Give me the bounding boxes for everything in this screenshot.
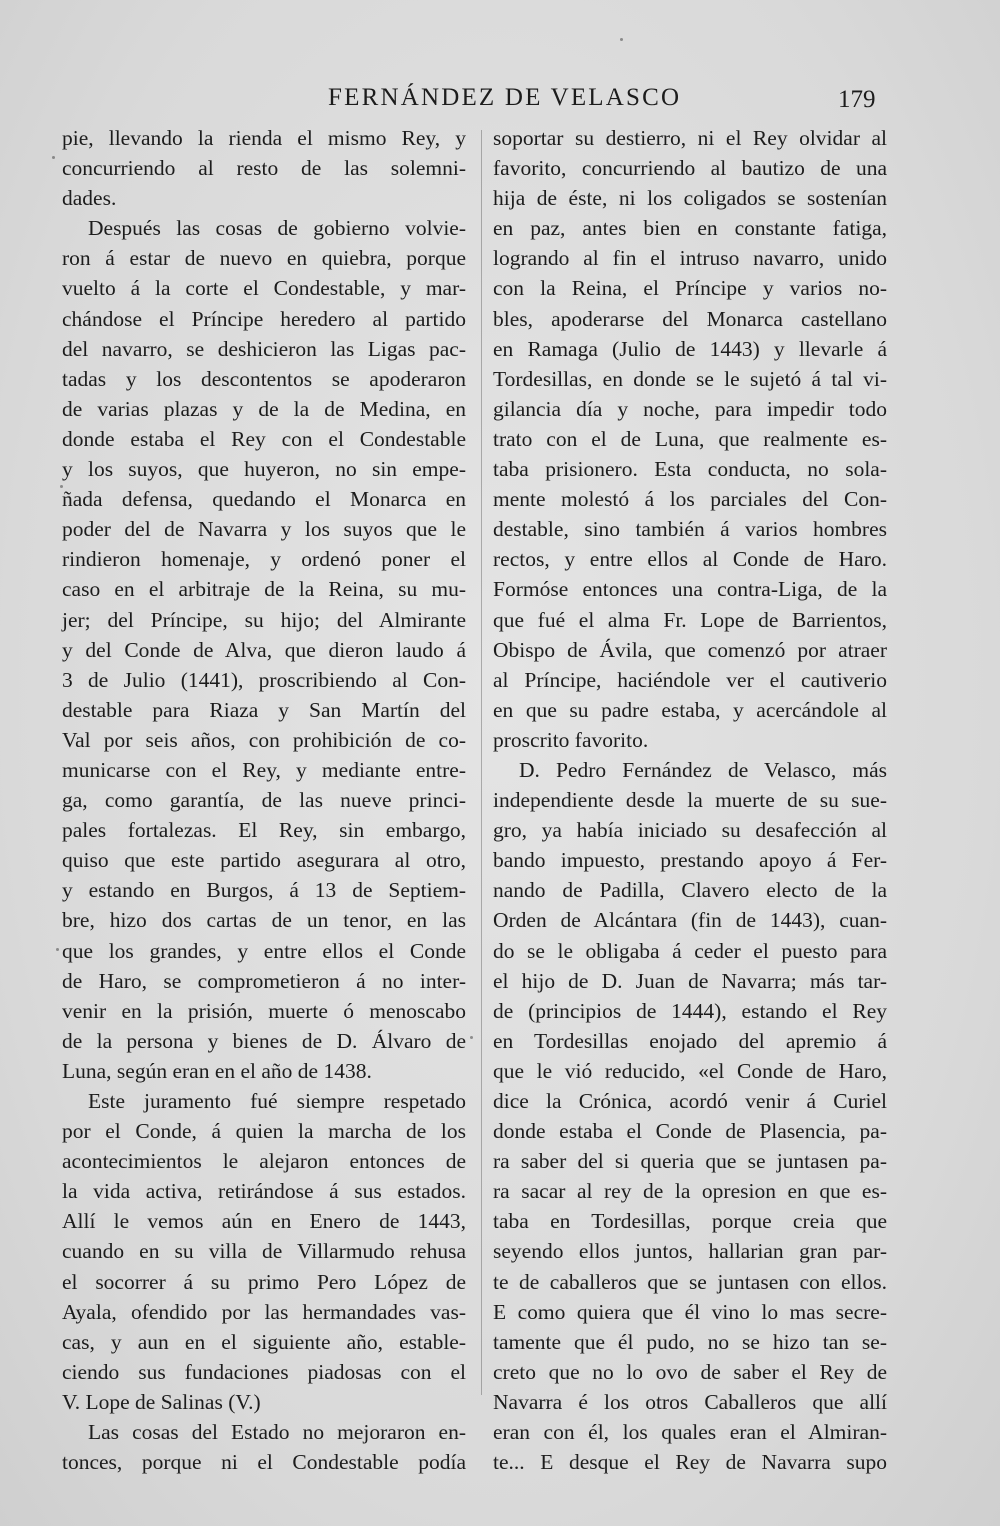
paper-speck xyxy=(60,485,63,488)
text-line: tonces, porque ni el Condestable podía xyxy=(62,1450,466,1475)
text-line: Orden de Alcántara (fin de 1443), cuan- xyxy=(493,908,887,933)
text-line: bando impuesto, prestando apoyo á Fer- xyxy=(493,848,887,873)
text-line: ñada defensa, quedando el Monarca en xyxy=(62,487,466,512)
text-line: quiso que este partido asegurara al otro, xyxy=(62,848,466,873)
text-line: cuando en su villa de Villarmudo rehusa xyxy=(62,1239,466,1264)
right-text-column xyxy=(493,123,887,1477)
text-line: que los grandes, y entre ellos el Conde xyxy=(62,938,466,963)
text-line: concurriendo al resto de las solemni- xyxy=(62,156,466,181)
text-line: ra sacar al rey de la opresion en que es- xyxy=(493,1179,887,1204)
text-line: pie, llevando la rienda el mismo Rey, y xyxy=(62,126,466,150)
text-line: y estando en Burgos, á 13 de Septiem- xyxy=(62,878,466,903)
text-line: destable, sino también á varios hombres xyxy=(493,517,887,542)
text-line: mente molestó á los parciales del Con- xyxy=(493,487,887,512)
text-line: dice la Crónica, acordó venir á Curiel xyxy=(493,1089,887,1113)
text-line: al Príncipe, haciéndole ver el cautiverio xyxy=(493,667,887,692)
text-line: ga, como garantía, de las nueve princi- xyxy=(62,788,466,813)
paper-speck xyxy=(620,38,623,41)
left-text-column xyxy=(62,123,466,1477)
text-line: y los suyos, que huyeron, no sin empe- xyxy=(62,457,466,482)
text-line: rectos, y entre ellos al Conde de Haro. xyxy=(493,547,887,572)
text-line: Después las cosas de gobierno volvie- xyxy=(88,216,466,241)
text-line: Tordesillas, en donde se le sujetó á tal vi- xyxy=(493,366,887,391)
text-line: Ayala, ofendido por las hermandades vas- xyxy=(62,1299,466,1324)
text-line: cas, y aun en el siguiente año, estable- xyxy=(62,1329,466,1354)
text-line: D. Pedro Fernández de Velasco, más xyxy=(519,757,887,782)
text-line: Val por seis años, con prohibición de co- xyxy=(62,727,466,752)
text-line: poder del de Navarra y los suyos que le xyxy=(62,517,466,542)
text-line: donde estaba el Rey con el Condestable xyxy=(62,426,466,451)
text-line: pales fortalezas. El Rey, sin embargo, xyxy=(62,818,466,843)
text-line: donde estaba el Conde de Plasencia, pa- xyxy=(493,1119,887,1144)
text-line: 3 de Julio (1441), proscribiendo al Con- xyxy=(62,667,466,692)
text-line: dades. xyxy=(62,186,117,211)
text-line: Las cosas del Estado no mejoraron en- xyxy=(88,1420,466,1445)
text-line: favorito, concurriendo al bautizo de una xyxy=(493,156,887,181)
text-line: hija de éste, ni los coligados se sostenían xyxy=(493,186,887,211)
running-title: FERNÁNDEZ DE VELASCO xyxy=(328,84,682,111)
text-line: del navarro, se deshicieron las Ligas pac- xyxy=(62,336,466,361)
text-line: el hijo de D. Juan de Navarra; más tar- xyxy=(493,968,887,993)
text-line: taba en Tordesillas, porque creia que xyxy=(493,1209,887,1234)
column-divider xyxy=(481,130,482,1395)
paper-speck xyxy=(52,156,55,159)
text-line: chándose el Príncipe heredero al partido xyxy=(62,306,466,331)
paper-speck xyxy=(56,948,59,951)
text-line: la vida activa, retirándose á sus estados. xyxy=(62,1179,466,1204)
text-line: rindieron homenaje, y ordenó poner el xyxy=(62,547,466,572)
text-line: el socorrer á su primo Pero López de xyxy=(62,1269,466,1294)
text-line: y del Conde de Alva, que dieron laudo á xyxy=(62,637,466,662)
text-line: Navarra é los otros Caballeros que allí xyxy=(493,1389,887,1414)
text-line: de (principios de 1444), estando el Rey xyxy=(493,998,887,1023)
text-line: V. Lope de Salinas (V.) xyxy=(62,1389,261,1414)
text-line: que le vió reducido, «el Conde de Haro, xyxy=(493,1058,887,1083)
paper-speck xyxy=(470,1036,473,1039)
text-line: Este juramento fué siempre respetado xyxy=(88,1089,466,1113)
page-header xyxy=(0,84,1000,118)
text-line: nando de Padilla, Clavero electo de la xyxy=(493,878,887,903)
text-line: soportar su destierro, ni el Rey olvidar al xyxy=(493,126,887,150)
text-line: por el Conde, á quien la marcha de los xyxy=(62,1119,466,1144)
text-line: eran con él, los quales eran el Almiran- xyxy=(493,1420,887,1445)
text-line: caso en el arbitraje de la Reina, su mu- xyxy=(62,577,466,602)
text-line: independiente desde la muerte de su sue- xyxy=(493,788,887,813)
text-line: Allí le vemos aún en Enero de 1443, xyxy=(62,1209,466,1234)
text-line: do se le obligaba á ceder el puesto para xyxy=(493,938,887,963)
text-line: trato con el de Luna, que realmente es- xyxy=(493,426,887,451)
page-number: 179 xyxy=(838,86,876,113)
text-line: destable para Riaza y San Martín del xyxy=(62,697,466,722)
text-line: gro, ya había iniciado su desafección al xyxy=(493,818,887,843)
text-line: que fué el alma Fr. Lope de Barrientos, xyxy=(493,607,887,632)
text-line: bre, hizo dos cartas de un tenor, en las xyxy=(62,908,466,933)
text-line: seyendo ellos juntos, hallarian gran par- xyxy=(493,1239,887,1264)
text-line: en que su padre estaba, y acercándole al xyxy=(493,697,887,722)
text-line: con la Reina, el Príncipe y varios no- xyxy=(493,276,887,301)
text-line: Obispo de Ávila, que comenzó por atraer xyxy=(493,637,887,662)
text-line: venir en la prisión, muerte ó menoscabo xyxy=(62,998,466,1023)
text-line: taba prisionero. Esta conducta, no sola- xyxy=(493,457,887,482)
text-line: de la persona y bienes de D. Álvaro de xyxy=(62,1028,466,1053)
text-line: vuelto á la corte el Condestable, y mar- xyxy=(62,276,466,301)
text-line: Luna, según eran en el año de 1438. xyxy=(62,1058,372,1083)
text-line: en Tordesillas enojado del apremio á xyxy=(493,1028,887,1053)
text-line: jer; del Príncipe, su hijo; del Almirante xyxy=(62,607,466,632)
text-line: E como quiera que él vino lo mas secre- xyxy=(493,1299,887,1324)
text-line: de varias plazas y de la de Medina, en xyxy=(62,396,466,421)
text-line: ciendo sus fundaciones piadosas con el xyxy=(62,1359,466,1384)
text-line: en Ramaga (Julio de 1443) y llevarle á xyxy=(493,336,887,361)
text-line: en paz, antes bien en constante fatiga, xyxy=(493,216,887,241)
text-line: creto que no lo ovo de saber el Rey de xyxy=(493,1359,887,1384)
text-line: de Haro, se comprometieron á no inter- xyxy=(62,968,466,993)
text-line: gilancia día y noche, para impedir todo xyxy=(493,396,887,421)
text-line: Formóse entonces una contra-Liga, de la xyxy=(493,577,887,602)
text-line: logrando al fin el intruso navarro, unido xyxy=(493,246,887,271)
text-line: bles, apoderarse del Monarca castellano xyxy=(493,306,887,331)
text-line: acontecimientos le alejaron entonces de xyxy=(62,1149,466,1174)
text-line: tadas y los descontentos se apoderaron xyxy=(62,366,466,391)
text-line: proscrito favorito. xyxy=(493,727,649,752)
text-line: tamente que él pudo, no se hizo tan se- xyxy=(493,1329,887,1354)
text-line: te de caballeros que se juntasen con ellos. xyxy=(493,1269,887,1294)
text-line: ron á estar de nuevo en quiebra, porque xyxy=(62,246,466,271)
text-line: te... E desque el Rey de Navarra supo xyxy=(493,1450,887,1475)
text-line: municarse con el Rey, y mediante entre- xyxy=(62,757,466,782)
text-line: ra saber del si queria que se juntasen pa- xyxy=(493,1149,887,1174)
